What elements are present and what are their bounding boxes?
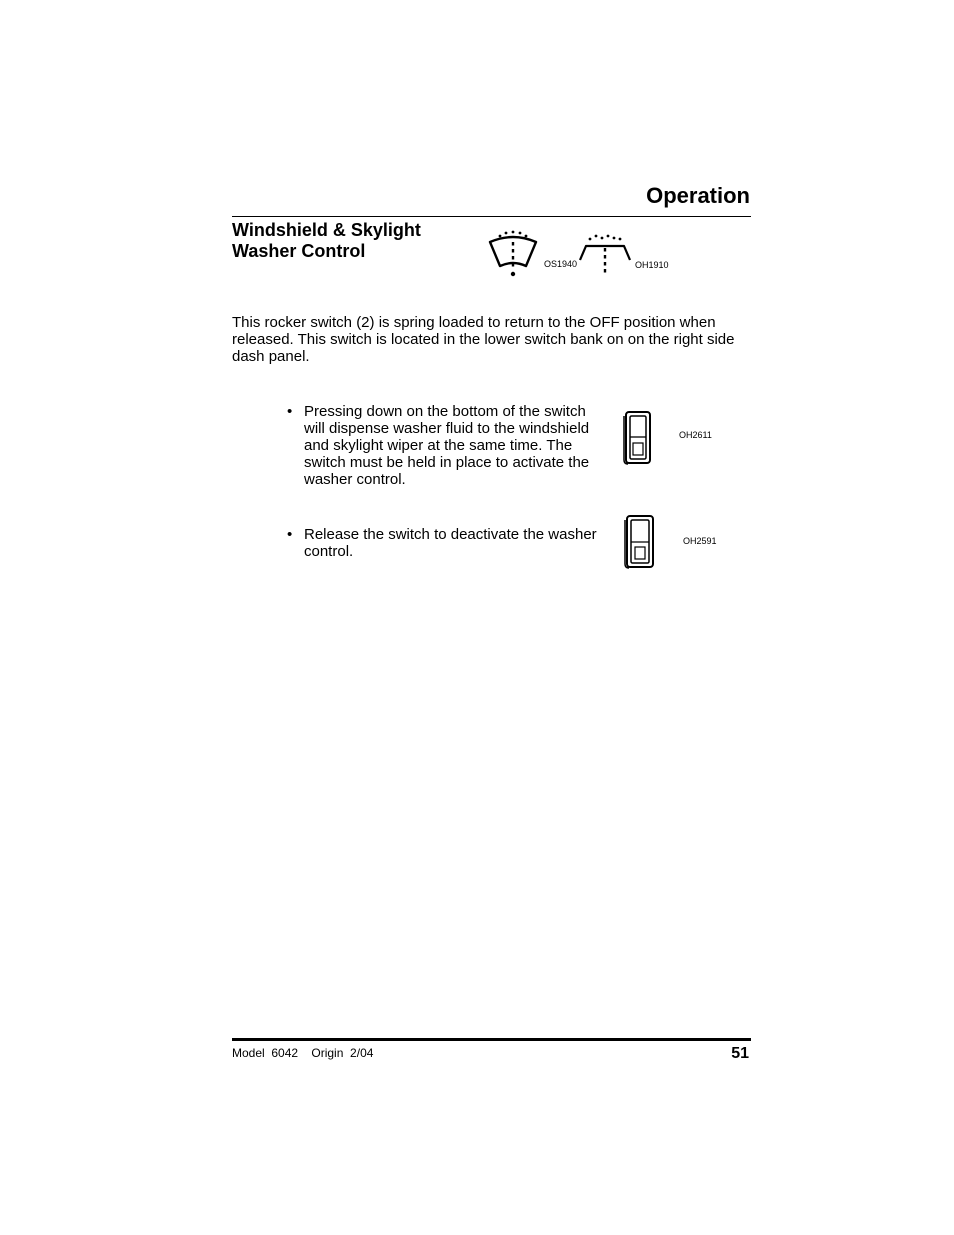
- bullet-text: [304, 403, 609, 488]
- section-title-line-1: Windshield & Skylight: [232, 220, 421, 240]
- page-header-title: Operation: [646, 183, 750, 208]
- page-number: 51: [731, 1045, 749, 1062]
- skylight-washer-icon: [576, 230, 634, 274]
- section-title-line-2: Washer Control: [232, 241, 366, 261]
- bullet-text-line: switch must be held in place to activate the: [304, 454, 590, 471]
- bullet-text: [304, 526, 609, 560]
- bullet-text-line: Pressing down on the bottom of the switch: [304, 403, 586, 420]
- figure-code-released: OH2591: [683, 536, 717, 546]
- bullet-text-line: control.: [304, 543, 354, 560]
- intro-paragraph: This rocker switch (2) is spring loaded to return to the OFF position when released. This switch is located in the lower switch bank on on the right side dash panel.: [232, 314, 735, 365]
- header-rule: [232, 216, 751, 217]
- bullet-text-line: and skylight wiper at the same time. The: [304, 437, 573, 454]
- skylight-washer-code: OH1910: [635, 260, 669, 270]
- bullet-text-line: will dispense washer fluid to the windshield: [304, 420, 590, 437]
- figure-code-pressed: OH2611: [679, 430, 712, 440]
- section-title: [232, 220, 472, 262]
- rocker-switch-pressed-icon: [622, 410, 654, 466]
- bullet-text-line: Release the switch to deactivate the washer: [304, 526, 597, 543]
- bullet-dot: •: [287, 403, 293, 420]
- footer-model-origin: Model 6042 Origin 2/04: [232, 1046, 374, 1060]
- bullet-text-line: washer control.: [304, 471, 406, 488]
- windshield-washer-icon: [486, 228, 542, 278]
- rocker-switch-released-icon: [622, 514, 658, 570]
- windshield-washer-code: OS1940: [544, 259, 578, 269]
- footer-rule: [232, 1038, 751, 1041]
- bullet-dot: •: [287, 526, 293, 543]
